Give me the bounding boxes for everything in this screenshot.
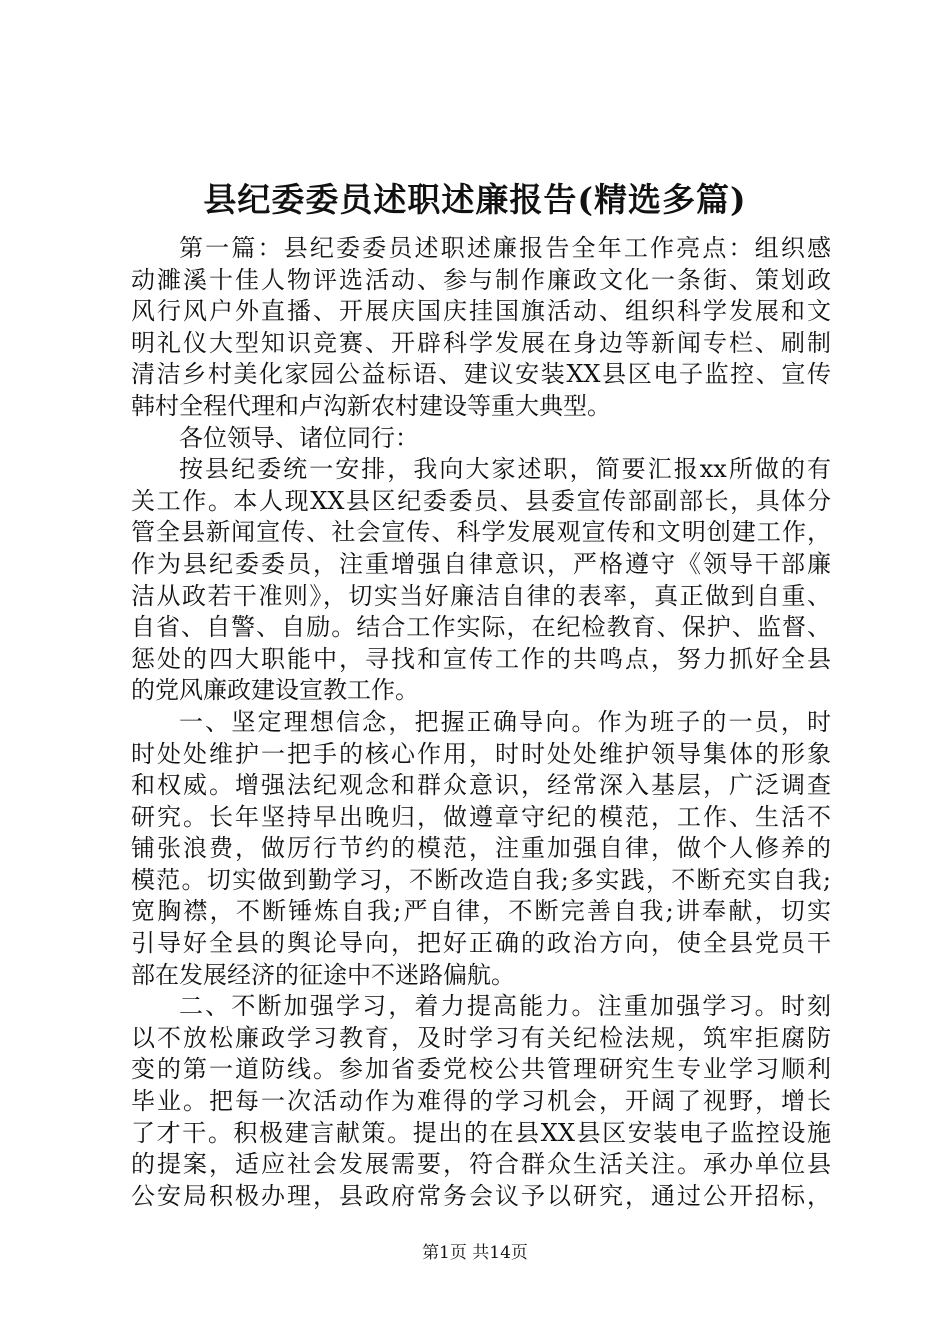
text-line: 研究。长年坚持早出晚归，做遵章守纪的模范，工作、生活不 bbox=[131, 802, 831, 831]
text-line: 公安局积极办理，县政府常务会议予以研究，通过公开招标， bbox=[131, 1181, 831, 1210]
text-line: 引导好全县的舆论导向，把好正确的政治方向，使全县党员干 bbox=[131, 929, 831, 958]
text-line: 关工作。本人现XX县区纪委委员、县委宣传部副部长，具体分 bbox=[131, 486, 831, 515]
text-line: 管全县新闻宣传、社会宣传、科学发展观宣传和文明创建工作， bbox=[131, 518, 831, 547]
text-line: 作为县纪委委员，注重增强自律意识，严格遵守《领导干部廉 bbox=[131, 549, 831, 578]
text-line: 洁从政若干准则》，切实当好廉洁自律的表率，真正做到自重、 bbox=[131, 581, 831, 610]
text-line: 了才干。积极建言献策。提出的在县XX县区安装电子监控设施 bbox=[131, 1118, 831, 1147]
text-line: 的党风廉政建设宣教工作。 bbox=[131, 676, 419, 705]
text-line: 风行风户外直播、开展庆国庆挂国旗活动、组织科学发展和文 bbox=[131, 297, 831, 326]
text-line: 时处处维护一把手的核心作用，时时处处维护领导集体的形象 bbox=[131, 739, 831, 768]
text-line: 各位领导、诸位同行： bbox=[179, 423, 419, 452]
text-line: 以不放松廉政学习教育，及时学习有关纪检法规，筑牢拒腐防 bbox=[131, 1023, 831, 1052]
text-line: 铺张浪费，做厉行节约的模范，注重加强自律，做个人修养的 bbox=[131, 834, 831, 863]
text-line: 的提案，适应社会发展需要，符合群众生活关注。承办单位县 bbox=[131, 1150, 831, 1179]
text-line: 一、坚定理想信念，把握正确导向。作为班子的一员，时 bbox=[179, 707, 831, 736]
text-line: 按县纪委统一安排，我向大家述职，简要汇报xx所做的有 bbox=[179, 455, 831, 484]
text-line: 韩村全程代理和卢沟新农村建设等重大典型。 bbox=[131, 391, 611, 420]
text-line: 清洁乡村美化家园公益标语、建议安装XX县区电子监控、宣传 bbox=[131, 360, 831, 389]
text-line: 模范。切实做到勤学习，不断改造自我;多实践，不断充实自我; bbox=[131, 865, 831, 894]
document-title: 县纪委委员述职述廉报告(精选多篇) bbox=[203, 180, 747, 219]
page-number-footer: 第1页 共14页 bbox=[422, 1243, 528, 1263]
text-line: 和权威。增强法纪观念和群众意识，经常深入基层，广泛调查 bbox=[131, 771, 831, 800]
document-body bbox=[131, 233, 831, 1212]
text-line: 变的第一道防线。参加省委党校公共管理研究生专业学习顺利 bbox=[131, 1055, 831, 1084]
text-line: 部在发展经济的征途中不迷路偏航。 bbox=[131, 960, 515, 989]
text-line: 动濉溪十佳人物评选活动、参与制作廉政文化一条街、策划政 bbox=[131, 265, 831, 294]
text-line: 第一篇：县纪委委员述职述廉报告全年工作亮点：组织感 bbox=[179, 234, 831, 262]
text-line: 自省、自警、自励。结合工作实际，在纪检教育、保护、监督、 bbox=[131, 613, 831, 642]
text-line: 惩处的四大职能中，寻找和宣传工作的共鸣点，努力抓好全县 bbox=[131, 644, 831, 673]
text-line: 宽胸襟，不断锤炼自我;严自律，不断完善自我;讲奉献，切实 bbox=[131, 897, 831, 926]
text-line: 二、不断加强学习，着力提高能力。注重加强学习。时刻 bbox=[179, 992, 831, 1021]
text-line: 毕业。把每一次活动作为难得的学习机会，开阔了视野，增长 bbox=[131, 1087, 831, 1116]
text-line: 明礼仪大型知识竞赛、开辟科学发展在身边等新闻专栏、刷制 bbox=[131, 328, 831, 357]
